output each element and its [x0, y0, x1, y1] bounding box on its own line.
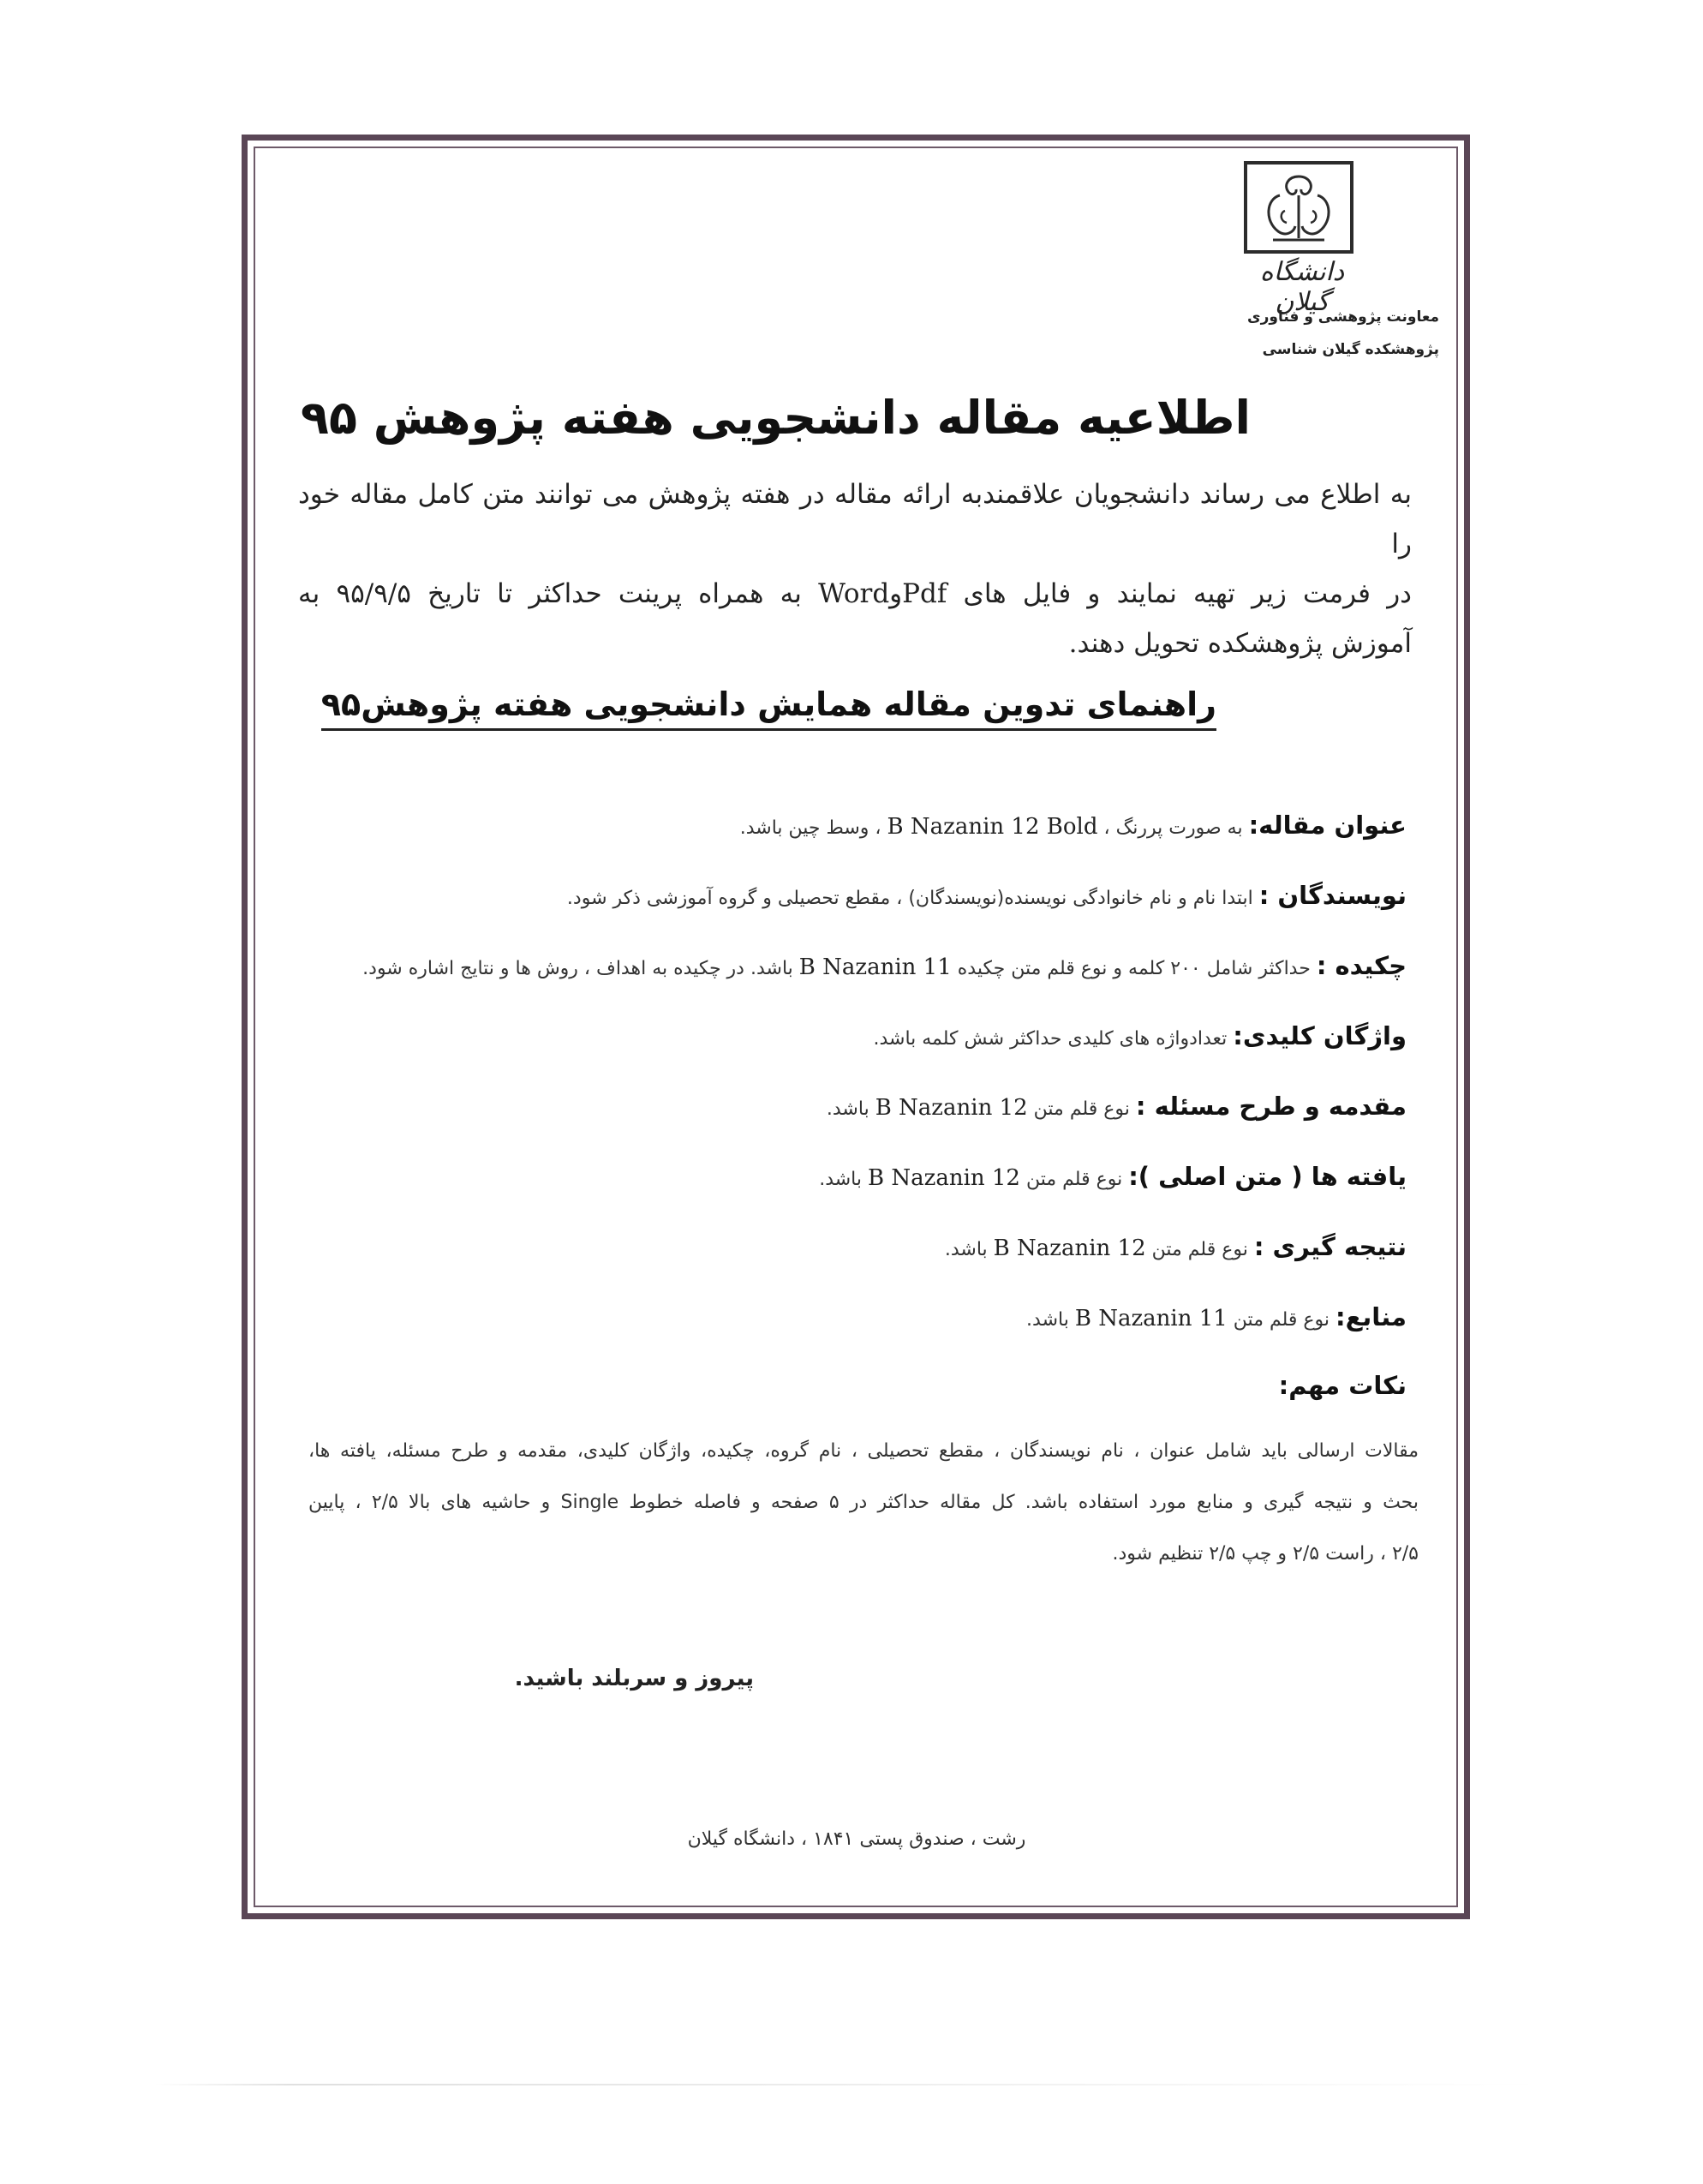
guide-item-font: B Nazanin 12	[993, 1236, 1146, 1261]
guide-heading-text: راهنمای تدوین مقاله همایش دانشجویی هفته پژوهش۹۵	[321, 685, 1216, 731]
footer-address: رشت ، صندوق پستی ۱۸۴۱ ، دانشگاه گیلان	[687, 1828, 1026, 1850]
guide-item-text: به صورت پررنگ ،	[1097, 817, 1249, 839]
guide-item	[267, 1295, 1407, 1366]
notes-line: ۲/۵ ، راست ۲/۵ و چپ ۲/۵ تنظیم شود.	[1112, 1543, 1419, 1565]
guide-item-label: منابع:	[1336, 1302, 1407, 1331]
guide-item-text: باشد.	[944, 1239, 994, 1260]
guide-item	[267, 1014, 1407, 1085]
guide-item-text: ابتدا نام و نام خانوادگی نویسنده(نویسندگان) ، مقطع تحصیلی و گروه آموزشی ذکر شود.	[566, 888, 1259, 909]
page-title: اطلاعیه مقاله دانشجویی هفته پژوهش ۹۵	[300, 391, 1251, 445]
notes-line: مقالات ارسالی باید شامل عنوان ، نام نویسندگان ، مقطع تحصیلی ، نام گروه، چکیده، واژگان کلیدی، مقدمه و طرح مسئله، یافته ها،	[308, 1440, 1419, 1462]
guide-item-font: B Nazanin 12	[875, 1095, 1028, 1121]
intro-line: آموزش پژوهشکده تحویل دهند.	[1068, 628, 1412, 659]
guide-item-font: B Nazanin 12	[868, 1165, 1020, 1191]
guide-item-text: باشد.	[826, 1098, 875, 1120]
intro-line: در فرمت زیر تهیه نمایند و فایل های PdfوWord به همراه پرینت حداکثر تا تاریخ ۹۵/۹/۵ به	[298, 578, 1412, 609]
guide-item-text: نوع قلم متن	[1019, 1169, 1129, 1190]
university-emblem-icon	[1244, 161, 1353, 254]
university-name: دانشگاه گیلان	[1259, 257, 1345, 317]
guide-item-text: باشد. در چکیده به اهداف ، روش ها و نتایج اشاره شود.	[362, 958, 799, 979]
guide-item	[267, 874, 1407, 944]
intro-paragraph	[298, 470, 1412, 668]
guide-item-label: چکیده :	[1316, 951, 1407, 980]
guide-item-label: نتیجه گیری :	[1253, 1232, 1407, 1261]
guide-item-font: B Nazanin 11	[798, 954, 952, 980]
guide-item-text: نوع قلم متن	[1027, 1098, 1136, 1120]
header-institute: پژوهشکده گیلان شناسی	[1262, 341, 1439, 358]
guide-item-label: عنوان مقاله:	[1248, 811, 1407, 840]
guide-item	[267, 1085, 1407, 1155]
scan-artifact-line	[154, 2084, 1542, 2085]
notes-line: بحث و نتیجه گیری و منابع مورد استفاده باشد. کل مقاله حداکثر در ۵ صفحه و فاصله خطوط Single و حاشیه های بالا ۲/۵ ، پایین	[308, 1492, 1419, 1513]
notes-paragraph	[308, 1426, 1419, 1580]
guide-item-text: باشد.	[1026, 1309, 1075, 1331]
guide-item-text: باشد.	[819, 1169, 868, 1190]
guide-item	[267, 1155, 1407, 1225]
guide-item-font: B Nazanin 12 Bold	[887, 814, 1098, 840]
guide-item-label: یافته ها ( متن اصلی ):	[1128, 1162, 1407, 1191]
format-guide-list	[267, 804, 1407, 1366]
guide-item-label: واژگان کلیدی:	[1233, 1021, 1407, 1050]
guide-item	[267, 804, 1407, 874]
guide-item-text: ، وسط چین باشد.	[739, 817, 887, 839]
notes-heading: نکات مهم:	[1278, 1371, 1407, 1400]
guide-item-text: تعدادواژه های کلیدی حداکثر شش کلمه باشد.	[873, 1028, 1234, 1050]
guide-item-label: نویسندگان :	[1258, 881, 1407, 910]
guide-item-text: حداکثر شامل ۲۰۰ کلمه و نوع قلم متن چکیده	[951, 958, 1317, 979]
guide-item	[267, 1225, 1407, 1295]
closing-remark: پیروز و سربلند باشید.	[514, 1666, 754, 1691]
intro-line: به اطلاع می رساند دانشجویان علاقمندبه ارائه مقاله در هفته پژوهش می توانند متن کامل مقاله خود را	[298, 479, 1412, 559]
guide-item-label: مقدمه و طرح مسئله :	[1135, 1092, 1407, 1121]
guide-heading	[320, 685, 1216, 723]
guide-item-font: B Nazanin 11	[1074, 1306, 1228, 1331]
guide-item	[267, 944, 1407, 1014]
header-deputy: معاونت پژوهشی و فناوری	[1247, 308, 1439, 326]
guide-item-text: نوع قلم متن	[1145, 1239, 1254, 1260]
university-header	[1234, 161, 1439, 375]
guide-item-text: نوع قلم متن	[1227, 1309, 1336, 1331]
